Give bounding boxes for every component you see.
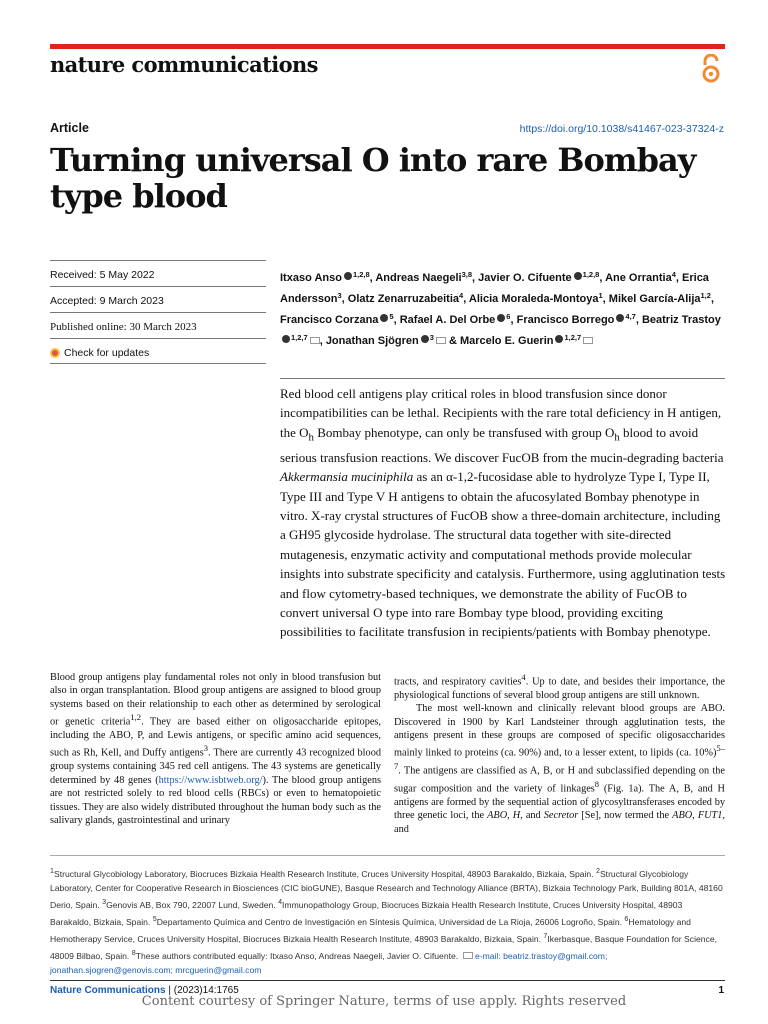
author-name[interactable]: Beatriz Trastoy xyxy=(641,314,721,326)
author-name[interactable]: Francisco Borrego xyxy=(516,314,615,326)
footer-volume: (2023)14:1765 xyxy=(173,985,239,996)
check-updates-icon xyxy=(50,348,60,358)
author-affiliation: 1,2,7 xyxy=(564,333,582,342)
author-name[interactable]: Mikel García-Alija xyxy=(608,293,701,305)
author-name[interactable]: Andreas Naegeli xyxy=(375,272,462,284)
orcid-icon[interactable] xyxy=(380,314,388,322)
author-affiliation: 4,7 xyxy=(625,312,636,321)
received-date: Received: 5 May 2022 xyxy=(50,260,266,286)
author-name[interactable]: Javier O. Cifuente xyxy=(478,272,572,284)
body-column-right xyxy=(394,671,725,836)
author-affiliation: 1,2,7 xyxy=(291,333,308,342)
author-affiliation: 3 xyxy=(429,333,434,342)
author-affiliation: 4 xyxy=(459,291,464,300)
author-name[interactable]: Alicia Moraleda-Montoya xyxy=(468,293,599,305)
footnote-divider xyxy=(50,855,725,856)
orcid-icon[interactable] xyxy=(574,272,582,280)
affiliations-footnote xyxy=(50,864,725,977)
courtesy-watermark: Content courtesy of Springer Nature, terms of use apply. Rights reserved xyxy=(141,994,627,1009)
body-paragraph: tracts, and respiratory cavities$^4$. Up to date, and besides their importance, the physiological functions of several blood group antigens are still unknown. xyxy=(394,672,725,701)
author-name[interactable]: Rafael A. Del Orbe xyxy=(399,314,496,326)
email-icon[interactable] xyxy=(583,337,593,344)
author-affiliation: 1,2 xyxy=(700,291,711,300)
isbt-link[interactable]: https://www.isbtweb.org/ xyxy=(158,774,263,786)
orcid-icon[interactable] xyxy=(616,314,624,322)
author-name[interactable]: Itxaso Anso xyxy=(280,272,342,284)
journal-name: nature communications xyxy=(50,52,318,77)
author-name[interactable]: Erica Andersson xyxy=(280,272,709,305)
body-column-left xyxy=(50,671,381,827)
author-affiliation: 1,2,8 xyxy=(582,270,600,279)
footer-divider xyxy=(50,980,725,981)
author-name[interactable]: Marcelo E. Guerin xyxy=(459,335,554,347)
orcid-icon[interactable] xyxy=(497,314,505,322)
article-type-label: Article xyxy=(50,121,89,135)
author-affiliation: 1 xyxy=(598,291,603,300)
author-name[interactable]: Ane Orrantia xyxy=(605,272,672,284)
email-icon xyxy=(463,952,473,959)
email-icon[interactable] xyxy=(310,337,320,344)
author-name[interactable]: Olatz Zenarruzabeitia xyxy=(347,293,460,305)
page-number: 1 xyxy=(718,985,724,996)
article-title: Turning universal O into rare Bombay type blood xyxy=(50,141,696,215)
body-paragraph: The most well-known and clinically relevant blood groups are ABO. Discovered in 1900 by Karl Landsteiner through agglutination tests, the antigens present in these groups are composed of specific oligosaccharides mainly linked to proteins (ca. 90%) and, to a lesser extent, to lipids (ca. 10%)$^{5-7}$. The antigens are classified as A, B, or H and subclassified depending on the sugar composition and the variety of linkages$^8$ (Fig. 1a). The A, B, and H antigens are formed by the sequential action of glycosyltransferases encoded by three genetic loci, the ABO, H, and Secretor [Se], now termed the ABO, FUT1, and xyxy=(394,703,725,835)
orcid-icon[interactable] xyxy=(344,272,352,280)
footer-citation: Nature Communications | (2023)14:1765 xyxy=(50,985,239,996)
author-name[interactable]: Francisco Corzana xyxy=(280,314,379,326)
orcid-icon[interactable] xyxy=(555,335,563,343)
email-links[interactable]: e-mail: beatriz.trastoy@gmail.com; jonathan.sjogren@genovis.com; mrcguerin@gmail.com xyxy=(50,950,608,975)
author-affiliation: 3 xyxy=(337,291,342,300)
footer-journal-name[interactable]: Nature Communications xyxy=(50,985,166,996)
abstract-divider xyxy=(280,378,725,379)
orcid-icon[interactable] xyxy=(282,335,290,343)
email-icon[interactable] xyxy=(436,337,446,344)
author-affiliation: 6 xyxy=(506,312,511,321)
author-affiliation: 1,2,8 xyxy=(352,270,370,279)
published-date: Published online: 30 March 2023 xyxy=(50,312,266,338)
affiliations-text: $^1$Structural Glycobiology Laboratory, Biocruces Bizkaia Health Research Institute, Cruces University Hospital, 48903 Barakaldo, Bizkaia, Spain. $^2$Structural Glycobiology Laboratory, Center for Cooperative Research in Biosciences (CIC bioGUNE), Basque Research and Technology Alliance (BRTA), Bizkaia Technology Park, Building 801A, 48160 Derio, Spain. $^3$Genovis AB, Box 790, 22007 Lund, Sweden. $^4$Immunopathology Group, Biocruces Bizkaia Health Research Institute, Cruces University Hospital, 48903 Barakaldo, Bizkaia, Spain. $^5$Departamento Química and Centro de Investigación en Síntesis Química, Universidad de La Rioja, 26006 Logroño, Spain. $^6$Hematology and Hemotherapy Service, Cruces University Hospital, Biocruces Bizkaia Health Research Institute, 48903 Barakaldo, Bizkaia, Spain. $^7$Ikerbasque, Basque Foundation for Science, 48009 Bilbao, Spain. $^8$These authors contributed equally: Itxaso Anso, Andreas Naegeli, Javier O. Cifuente. xyxy=(50,867,723,961)
author-affiliation: 3,8 xyxy=(461,270,472,279)
author-list: Itxaso Anso $^{1,2,8}$, Andreas Naegeli$^{3,8}$, Javier O. Cifuente $^{1,2,8}$, Ane Orrantia$^4$, Erica Andersson$^3$, Olatz Zenarruzabeitia$^4$, Alicia Moraleda-Montoya$^1$, Mikel García-Alija$^{1,2}$, Francisco Corzana $^5$, Rafael A. Del Orbe $^6$, Francisco Borrego $^{4,7}$, Beatriz Trastoy$^{1,2,7}$ , Jonathan Sjögren $^3$ & Marcelo E. Guerin $^{1,2,7}$ xyxy=(280,270,721,347)
accepted-date: Accepted: 9 March 2023 xyxy=(50,286,266,312)
doi-link[interactable]: https://doi.org/10.1038/s41467-023-37324-z xyxy=(519,123,724,135)
check-for-updates-link[interactable] xyxy=(50,338,266,364)
author-affiliation: 5 xyxy=(389,312,394,321)
open-access-icon[interactable] xyxy=(700,54,722,84)
author-name[interactable]: Jonathan Sjögren xyxy=(325,335,419,347)
abstract: Red blood cell antigens play critical roles in blood transfusion since donor incompatibilities can be lethal. Recipients with the rare total deficiency in H antigen, the $O_h$ Bombay phenotype, can only be transfused with group $O_h$ blood to avoid serious transfusion reactions. We discover FucOB from the mucin-degrading bacteria Akkermansia muciniphila as an α-1,2-fucosidase able to hydrolyze Type I, Type II, Type III and Type V H antigens to obtain the afucosylated Bombay phenotype in vitro. X-ray crystal structures of FucOB show a three-domain architecture, including a GH95 glycoside hydrolase. The structural data together with site-directed mutagenesis, enzymatic activity and computational methods provide molecular insights into substrate specificity and catalysis. Furthermore, using agglutination tests and flow cytometry-based techniques, we demonstrate the ability of FucOB to convert universal O type into rare Bombay type blood, providing exciting possibilities to facilitate transfusion in recipients/patients with Bombay phenotype. xyxy=(280,386,726,640)
article-metadata xyxy=(50,260,266,364)
check-updates-label: Check for updates xyxy=(64,347,150,359)
body-paragraph: Blood group antigens play fundamental roles not only in blood transfusion but also in organ transplantation. Blood group antigens are assigned to blood group systems based on their relationship to each other as determined by serological or genetic criteria$^{1,2}$. They are based either on oligosaccharide epitopes, including the ABO, P, and Lewis antigens, or specific amino acid sequences, such as Rh, Kell, and Duffy antigens$^3$. There are currently 43 recognized blood group systems containing 345 red cell antigens. The 43 systems are genetically determined by 48 genes (https://www.isbtweb.org/). The blood group antigens are not restricted solely to red blood cells (RBCs) or even to hematopoietic tissues. They are also widely distributed throughout the human body such as the salivary glands, gastrointestinal and urinary xyxy=(50,672,381,826)
journal-header-bar xyxy=(50,44,725,49)
orcid-icon[interactable] xyxy=(421,335,429,343)
author-affiliation: 4 xyxy=(671,270,676,279)
